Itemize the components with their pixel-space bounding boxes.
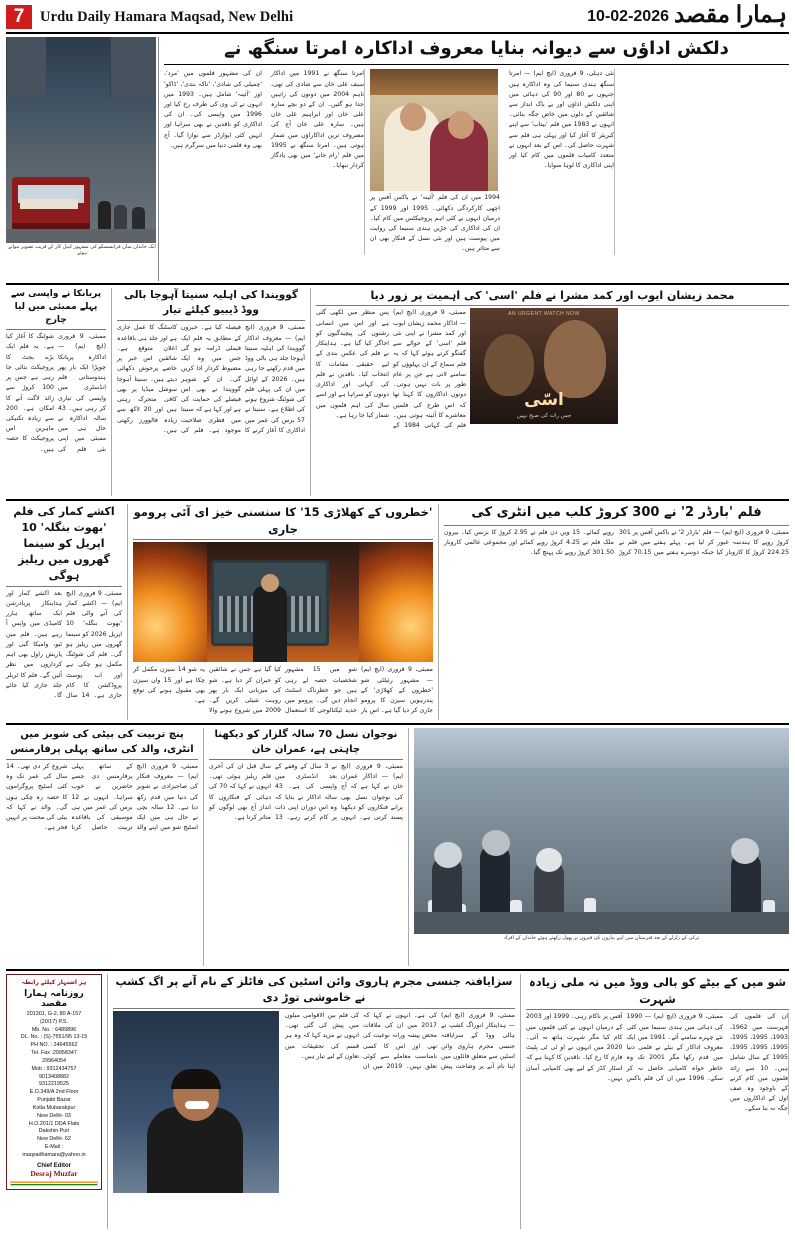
kashyap-photo bbox=[113, 1011, 279, 1193]
sunita-headline: گوویندا کی اہلیہ سنیتا آہوجا بالی ووڈ ڈیبیو کیلئے تیار bbox=[123, 289, 298, 317]
graveyard-caption: ترکی کے زلزلے کے بعد قبرستان میں اپنے پیاروں کی قبروں پر پھول رکھتے ہوئے خاندان کے افراد bbox=[503, 935, 700, 941]
tricolor-bar bbox=[10, 1181, 98, 1186]
chief-editor-name: Desraj Muzfar bbox=[30, 1168, 78, 1178]
bottom-band bbox=[6, 974, 789, 1229]
showman-headline: شو میں کے بیٹے کو بالی ووڈ میں نہ ملی زیادہ شہرت bbox=[528, 975, 787, 1006]
street-photo-block bbox=[6, 37, 158, 281]
article-imran bbox=[209, 728, 403, 966]
second-band bbox=[6, 288, 789, 496]
article-sunita bbox=[117, 288, 305, 496]
graveyard-block bbox=[414, 728, 789, 966]
kashyap-headline: سزایافتہ جنسی مجرم ہاروی وائن اسٹین کی فائلز کے نام آنے پر اگ کشپ نے خاموشی توڑ دی bbox=[115, 975, 513, 1004]
contact-address-line: Punjabi Bazar bbox=[37, 1097, 71, 1104]
masthead-logo bbox=[674, 2, 787, 28]
contact-address-line: 9312219525 bbox=[39, 1081, 69, 1088]
priyanka-body: ممبئی، 9 فروری (ایچ ایم) — اداکارہ پریانکا چوپڑا ایک بار پھر ہندوستانی فلم انڈسٹری میں واپسی کی تیاری کر رہی ہیں۔ 43 سالہ اداکارہ نے حال ہی میں ممبئی میں اپنی نئی فلم کی شوٹنگ کا آغاز کیا ہے۔ یہ فلم ایک بڑے بجٹ کا پروجیکٹ بتائی جا رہی ہے جس پر 100 کروڑ سے زائد لاگت آنے کا امکان ہے۔ 200 سے زیادہ تکنیکی ماہرین اس پروجیکٹ کا حصہ ہیں۔ bbox=[6, 333, 106, 453]
logo-text: ہمارا مقصد bbox=[673, 2, 787, 27]
divider-3 bbox=[6, 723, 789, 725]
issue-date: 10-02-2026 bbox=[587, 8, 669, 25]
akshay-headline: اکشے کمار کی فلم 'بھوت بنگلہ' 10 اپریل کو سینما گھروں میں ریلیز ہوگی bbox=[13, 505, 115, 582]
assi-body-row bbox=[316, 308, 789, 431]
street-photo-caption: ایک خاندان سان فرانسسکو کی مشہور کیبل کار کے قریب تصویر بنواتے ہوئے bbox=[8, 244, 156, 256]
contact-address-line: E.O.349/A 2nd Floor bbox=[29, 1089, 79, 1096]
akshay-body: ممبئی، 9 فروری (ایچ ایم) — اکشے کمار کی آنے والی فلم 'بھوت بنگلہ' 10 اپریل 2026 کو سینما گھروں میں ریلیز ہو گی۔ فلم کی شوٹنگ مکمل ہو چکی ہے اور اب پوسٹ پروڈکشن کا کام جاری ہے۔ 14 سال بعد اکشے کمار اور ہدایتکار پریادرشن ایک ساتھ ہارر کامیڈی میں واپس آ رہے ہیں۔ فلم میں ٹبو، وامیکا گبی اور پاریش راول بھی اہم کرداروں میں نظر آئیں گے۔ فلم کا ٹریلر جلد جاری کیا جائے گا۔ bbox=[6, 589, 122, 700]
article-priyanka bbox=[6, 288, 106, 496]
page-number-badge: 7 bbox=[6, 5, 32, 29]
assi-poster bbox=[470, 308, 618, 424]
khatron-headline: 'خطروں کے کھلاڑی 15' کا سنسنی خیز ای آئی پرومو جاری bbox=[133, 505, 433, 536]
contact-address-line: Mob : 9312434757 bbox=[31, 1065, 77, 1072]
kashyap-body: ممبئی، 9 فروری (ایچ ایم) — ہدایتکار انوراگ کشپ نے ہالی ووڈ کے سزایافتہ جنسی مجرم ہاروی وائن اسٹین سے متعلق فائلوں میں اپنا نام آنے پر وضاحت پیش کی ہے۔ انہوں نے کہا کہ 2017 میں ان کی ملاقات محض پیشہ ورانہ نوعیت کی تھی اور اس کا کسی نامناسب معاملے سے کوئی تعلق نہیں۔ 2019 میں ان کی فلم بین الاقوامی میلوں میں پیش کی گئی تھی۔ انہوں نے مزید کہا کہ وہ ہر قسم کی تحقیقات میں تعاون کے لیے تیار ہیں۔ bbox=[285, 1011, 516, 1071]
lead-col-1: ان کی مشہور فلموں میں 'مرد'، 'چمیلی کی شادی'، 'ناکہ بندی'، 'ڈاکو' اور 'آئینہ' شامل ہیں۔ 1993 میں انہوں نے ٹی وی کی طرف رخ کیا اور 1996 میں واپسی کی۔ ان کی اداکاری کو ناقدین نے بھی سراہا اور انہیں کئی ایوارڈز سے نوازا گیا۔ آج بھی وہ فلمی دنیا میں سرگرم ہیں۔ bbox=[164, 70, 262, 149]
sunita-body: ممبئی، 9 فروری (ایچ ایم) — معروف اداکار گوویندا کی اہلیہ سنیتا آہوجا جلد ہی بالی ووڈ میں قدم رکھنے جا رہی ہیں۔ 2026 کے اوائل میں ان کی پہلی فلم کی شوٹنگ شروع ہونے کی اطلاع ہے۔ سنیتا نے 57 برس کی عمر میں اداکاری کا آغاز کرنے کا فیصلہ کیا ہے۔ خبروں کے مطابق یہ فلم ایک فیملی ڈرامہ ہو گی جس میں وہ ایک مضبوط کردار ادا کریں گی۔ ان کے شوہر گوویندا نے بھی اس فیصلے کی حمایت کی ہے اور کہا ہے کہ سنیتا میں فطری صلاحیت موجود ہے۔ فلم کی کاسٹنگ کا عمل جاری ہے اور جلد ہی باقاعدہ اعلان متوقع ہے۔ شائقین اس خبر پر خاصے پرجوش دکھائی دیتے ہیں۔ سنیتا آہوجا سوشل میڈیا پر بھی کافی متحرک رہتی ہیں اور 20 لاکھ سے زیادہ فالوورز رکھتی ہیں۔ bbox=[117, 324, 305, 434]
contact-address-line: Mb. No. : 6489896 bbox=[31, 1026, 77, 1033]
contact-address-line: Kotla Mubarakpur bbox=[32, 1104, 76, 1111]
contact-address-line: 29964054 bbox=[42, 1057, 66, 1064]
contact-email[interactable]: maqsadhamara@yahoo.in bbox=[22, 1151, 86, 1158]
divider-4 bbox=[6, 969, 789, 971]
fourth-band bbox=[6, 728, 789, 966]
assi-headline: محمد زیشان ایوب اور کمد مشرا نے فلم 'اسی' کی اہمیت پر زور دیا bbox=[370, 289, 735, 302]
chief-editor-label: Chief Editor bbox=[37, 1162, 71, 1169]
article-khatron bbox=[133, 504, 433, 720]
contact-address-line: 201301, G-2, 80 A-157 bbox=[26, 1011, 82, 1017]
contact-address-line: New Delhi- 03 bbox=[37, 1112, 71, 1119]
article-showman bbox=[526, 974, 789, 1229]
priyanka-headline: پریانکا نے واپسی سے پہلے ممبئی میں لیا چارج bbox=[10, 289, 102, 326]
showman-body: ممبئی، 9 فروری (ایچ ایم) — 1990 کی دہائی میں ہندی سنیما میں کئی نئے چہرے سامنے آئے۔ 1991 میں ایک معروف اداکار کے بیٹے نے فلمی دنیا میں قدم رکھا مگر 2001 تک وہ خاطر خواہ کامیابی حاصل نہ کر سکے۔ 1996 میں ان کی فلم باکس آفس پر ناکام رہی۔ 1999 اور 2003 کے درمیان انہوں نے کئی فلموں میں کام کیا مگر شہرت ہاتھ نہ آئی۔ 2020 میں انہوں نے او ٹی ٹی پلیٹ فارم کا رخ کیا۔ ناقدین کا کہنا ہے کہ اسٹار کڈز کے لیے بھی کامیابی آسان نہیں۔ bbox=[526, 1013, 723, 1082]
duo-photo bbox=[370, 69, 498, 191]
poster-subtitle: جس رات کی صبح نہیں bbox=[516, 413, 572, 420]
contact-paper-name: روزنامہ ہمارا مقصد bbox=[24, 989, 84, 1009]
lead-col-4: نئی دہلی، 9 فروری (ایچ ایم) — امرتا سنگھ ہندی سنیما کی وہ اداکارہ ہیں جنہوں نے 80 اور 90 کی دہائی میں اپنی دلکش اداؤں اور بے باک انداز سے شائقین کے دلوں میں خاص جگہ بنائی۔ انہوں نے 1983 میں فلم 'بیتاب' سے اپنے کیریئر کا آغاز کیا اور پہلی ہی فلم سے شہرت حاصل کی۔ اس کے بعد انہوں نے متعدد کامیاب فلموں میں کام کیا اور اپنی اداکاری کا لوہا منوایا۔ bbox=[505, 69, 615, 254]
contact-box bbox=[6, 974, 102, 1190]
lead-body-row bbox=[164, 69, 789, 254]
paper-name: Urdu Daily Hamara Maqsad, New Delhi bbox=[40, 8, 294, 25]
article-assi bbox=[316, 288, 789, 496]
poster-topline: AN URGENT WATCH NOW bbox=[508, 311, 580, 318]
article-kashyap bbox=[113, 974, 515, 1229]
showman-side-col: ان کی فلموں کی فہرست میں 1962، 1993، 1995، 1995، 1995، 1995، 1995، 1995 کے سال شامل ہیں۔ 10 سے زائد فلموں میں کام کرنے کے باوجود وہ صف اول کے اداکاروں میں جگہ نہ بنا سکے۔ bbox=[727, 1012, 789, 1114]
border2-headline: فلم 'بارڈر 2' نے 300 کروڑ کلب میں انٹری کی bbox=[471, 505, 762, 520]
graveyard-photo bbox=[414, 728, 789, 934]
lead-headline: دلکش اداؤں سے دیوانہ بنایا معروف اداکارہ امرتا سنگھ نے bbox=[164, 37, 789, 65]
lead-col-2: امرتا سنگھ نے 1991 میں اداکار سیف علی خان سے شادی کی تھی، تاہم 2004 میں دونوں کی راہیں جدا ہو گئیں۔ ان کے دو بچے سارہ علی خان اور ابراہیم علی خان ہیں۔ سارہ علی خان آج کی مصروف ترین اداکاراؤں میں شمار ہوتی ہیں۔ امرتا سنگھ نے 1995 میں فلم 'رام جانے' میں بھی یادگار کردار نبھایا۔ bbox=[267, 69, 365, 254]
imran-body: ممبئی، 9 فروری (ایچ ایم) — اداکار عمران خان نے کہا ہے کہ آج کی نوجوان نسل بھی پرانے فنکاروں کو دیکھنا پسند کرتی ہے۔ انہوں نے 3 سال کے وقفے کے بعد انڈسٹری میں واپسی کی ہے۔ 43 سالہ اداکار نے بتایا کہ وہ اس دوران اپنی ذات پر کام کرتے رہے۔ 13 سال قبل ان کی آخری فلم ریلیز ہوئی تھی۔ انہوں نے کہا کہ 70 کی دہائی کے فنکاروں کا انداز آج بھی لوگوں کو متاثر کرتا ہے۔ bbox=[209, 763, 403, 822]
lead-photo-block bbox=[370, 69, 500, 254]
contact-block bbox=[6, 974, 102, 1229]
daughter-headline: پنچ تربیت کی بیٹی کی شوبز میں انٹری، والد کی ساتھ پہلی پرفارمنس bbox=[10, 729, 194, 755]
lead-col-photo-text: 1994 میں ان کی فلم 'آئینہ' نے باکس آفس پر اچھی کارکردگی دکھائی۔ 1995 اور 1999 کے درمیان انہوں نے کئی اہم پروجیکٹس میں کام کیا۔ ان کی اداکاری کی جڑیں ہندی سنیما کی روایت میں پیوست ہیں اور نئی نسل کے فنکار بھی ان سے متاثر ہیں۔ bbox=[370, 194, 500, 253]
khatron-body: ممبئی، 9 فروری (ایچ ایم) — مشہور رئیلٹی شو 'خطروں کے کھلاڑی' کے پندرہویں سیزن کا پرومو جاری کر دیا گیا ہے۔ اس بار شو میں 15 مشہور شخصیات حصہ لے رہی ہیں جو خطرناک اسٹنٹ انجام دیں گی۔ پرومو میں جدید ٹیکنالوجی کا استعمال کیا گیا ہے جس نے شائقین کو حیران کر دیا ہے۔ شو کی میزبانی ایک بار پھر روہت شیٹی کریں گے۔ 2009 میں شروع ہونے والا یہ شو 14 سیزن مکمل کر چکا ہے اور 15 واں سیزن بھی مقبول ہونے کی توقع ہے۔ bbox=[133, 666, 434, 715]
showman-row bbox=[526, 1012, 789, 1114]
poster-title: اسّی bbox=[524, 390, 564, 411]
divider-1 bbox=[6, 283, 789, 285]
assi-poster-block bbox=[470, 308, 620, 431]
contact-address-line: Tel. Fax :29958347 bbox=[31, 1050, 77, 1057]
border2-body: ممبئی، 9 فروری (ایچ ایم) — فلم 'بارڈر 2' نے باکس آفس پر 301 کروڑ روپے کا ہندسہ عبور کر لیا ہے۔ پہلے ہفتے میں فلم نے 224.25 کروڑ کا کاروبار کیا جبکہ دوسرے ہفتے میں 70.15 کروڑ روپے کمائے۔ 15 ویں دن فلم نے 2.95 کروڑ کا بزنس کیا۔ بیرون ملک فلم نے 4.25 کروڑ روپے کمائے اور مجموعی عالمی کاروبار 301.50 کروڑ روپے تک پہنچ گیا۔ bbox=[444, 528, 790, 557]
masthead bbox=[6, 4, 789, 34]
contact-address-line: DL. No. : (S)-7551/95 13-15 bbox=[20, 1034, 88, 1041]
khatron-photo bbox=[133, 542, 433, 662]
contact-address-list bbox=[10, 1011, 98, 1160]
article-akshay bbox=[6, 504, 122, 720]
third-band bbox=[6, 504, 789, 720]
kashyap-photo-block bbox=[113, 1011, 281, 1193]
daughter-body: ممبئی، 9 فروری (ایچ ایم) — معروف فنکار کی صاحبزادی نے شوبز کی دنیا میں قدم رکھ دیا ہے۔ 12 سالہ بچی نے حال ہی میں ایک اسٹیج شو میں اپنے والد کے ساتھ پہلی پرفارمنس دی جسے حاضرین نے خوب سراہا۔ انہوں نے 12 برس کی عمر میں ہی موسیقی کی باقاعدہ تربیت حاصل کرنا شروع کر دی تھی۔ 14 سال کی عمر تک وہ کئی اسٹیج پروگراموں کا حصہ رہ چکی ہوں گی۔ والد نے کہا کہ بیٹی کی محنت پر انہیں فخر ہے۔ bbox=[6, 763, 198, 832]
lead-article bbox=[158, 37, 789, 281]
article-daughter bbox=[6, 728, 198, 966]
contact-email-label: E-Mail : bbox=[44, 1144, 64, 1151]
top-section bbox=[6, 37, 789, 281]
street-photo bbox=[6, 37, 156, 243]
contact-address-line: Dakshin Puri bbox=[38, 1128, 70, 1135]
contact-address-line: PH NO. : 24645562 bbox=[30, 1042, 78, 1049]
contact-address-line: H.O.201/1 DDA Flats bbox=[28, 1120, 80, 1127]
kashyap-row bbox=[113, 1011, 515, 1193]
contact-address-line: (20/17) P.S. bbox=[39, 1018, 69, 1025]
contact-title: ہر اشتہار کیلئے رابطہ bbox=[21, 979, 87, 986]
contact-address-line: 9013408882 bbox=[39, 1073, 69, 1080]
divider-2 bbox=[6, 499, 789, 501]
contact-address-line: New Delhi- 62 bbox=[37, 1136, 71, 1143]
imran-headline: نوجوان نسل 70 سالہ گلزار کو دیکھنا چاہتی ہے، عمران خان bbox=[214, 729, 398, 755]
assi-body: ممبئی، 9 فروری (ایچ ایم) — اداکار محمد زیشان ایوب اور کمد مشرا نے اپنی نئی فلم 'اسی' کے حوالے سے گفتگو کرتے ہوئے کہا کہ یہ فلم سماج کے ان پہلوؤں کو سامنے لاتی ہے جن پر عام طور پر بات نہیں ہوتی۔ دونوں اداکاروں کا کہنا تھا کہ اس طرح کی فلمیں معاشرے کا آئینہ ہوتی ہیں۔ فلم کی کہانی 1984 کے پس منظر میں لکھی گئی ہے اور اس میں انسانی رشتوں کی پیچیدگیوں کو اجاگر کیا گیا ہے۔ ہدایتکار نے فلم کی عکس بندی کے لیے حقیقی مقامات کا انتخاب کیا۔ ناقدین نے فلم کی کہانی اور اداکاری دونوں کو سراہا ہے اور اسے سال کی اہم فلموں میں شمار کیا جا رہا ہے۔ bbox=[316, 309, 467, 429]
article-border2 bbox=[444, 504, 789, 720]
